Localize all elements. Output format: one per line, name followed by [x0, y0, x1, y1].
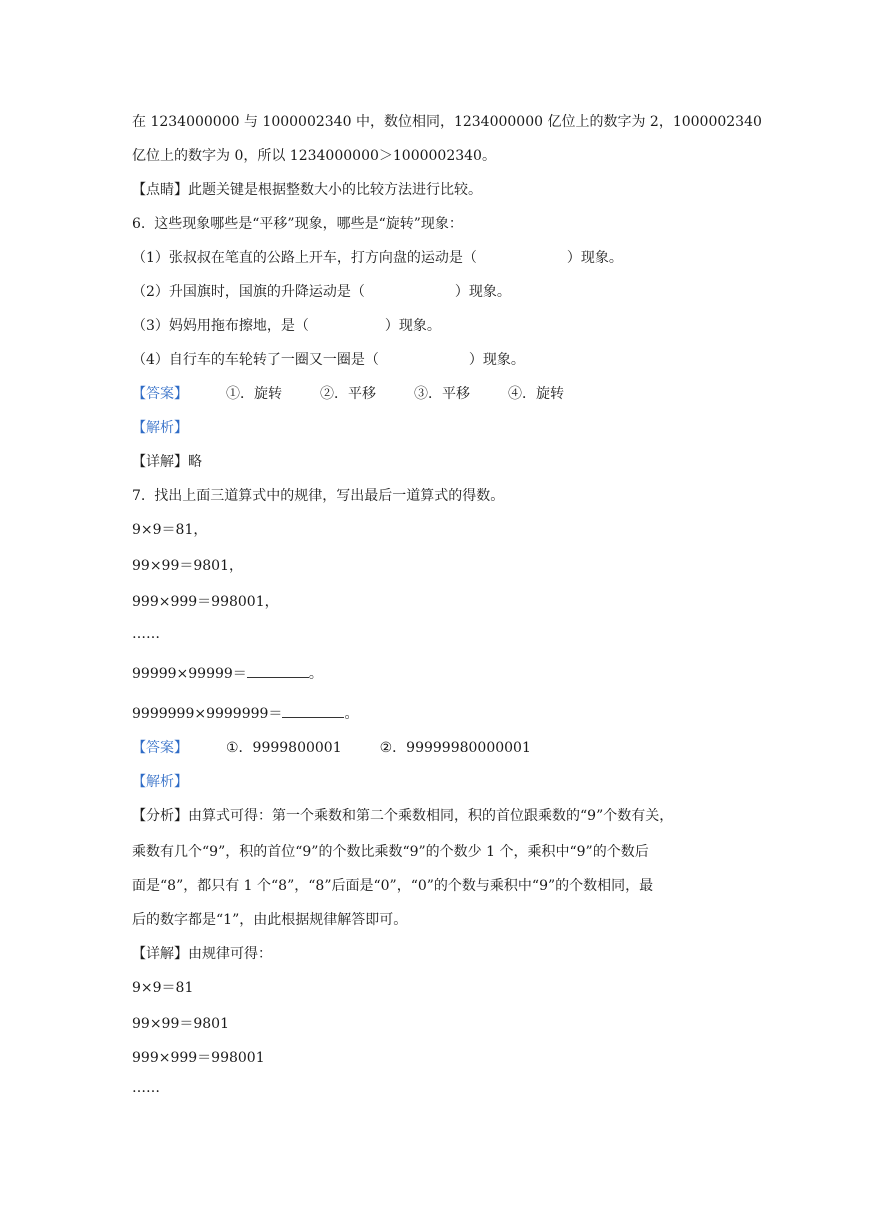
q7-eq-2: 99×99＝9801， — [132, 558, 243, 574]
q6-item-1-pre: （1）张叔叔在笔直的公路上开车，打方向盘的运动是（ — [132, 250, 477, 266]
q7-ask-2 — [132, 704, 358, 724]
q7-stem: 7. 找出上面三道算式中的规律，写出最后一道算式的得数。 — [132, 488, 505, 504]
detail-tag: 【详解】 — [132, 946, 188, 962]
q6-item-3 — [132, 316, 441, 336]
intro-line-1: 在 1234000000 与 1000002340 中，数位相同，1234000000 亿位上的数字为 2，1000002340 — [132, 114, 762, 130]
q6-item-4 — [132, 350, 525, 370]
q7-answer-2: ②．99999980000001 — [379, 740, 531, 756]
intro-line-2: 亿位上的数字为 0，所以 1234000000＞1000002340。 — [132, 148, 496, 164]
q7-ask-1 — [132, 664, 323, 684]
q7-detail — [132, 944, 272, 964]
q6-answer — [132, 384, 564, 404]
q6-item-1-post: ）现象。 — [566, 250, 623, 266]
q6-answer-1: ①．旋转 — [226, 386, 282, 402]
q6-item-2-pre: （2）升国旗时，国旗的升降运动是（ — [132, 284, 365, 300]
q6-item-2-post: ）现象。 — [454, 284, 511, 300]
q6-item-1 — [132, 248, 623, 268]
comment-text: 此题关键是根据整数大小的比较方法进行比较。 — [188, 182, 482, 198]
q6-stem: 6. 这些现象哪些是“平移”现象，哪些是“旋转”现象： — [132, 216, 463, 232]
q7-detail-eq-1: 9×9＝81 — [132, 980, 194, 996]
q7-ask-1-end: 。 — [308, 666, 323, 682]
q6-analysis — [132, 418, 188, 438]
answer-blank-line — [247, 665, 309, 678]
detail-text: 略 — [188, 454, 202, 470]
comment-tag: 【点睛】 — [132, 182, 188, 198]
q7-fenxi-line-4: 后的数字都是“1”，由此根据规律解答即可。 — [132, 912, 408, 928]
q6-answer-2: ②．平移 — [320, 386, 376, 402]
q6-detail — [132, 452, 202, 472]
detail-tag: 【详解】 — [132, 454, 188, 470]
q7-ask-2-expr: 9999999×9999999＝ — [132, 706, 283, 722]
q7-eq-1: 9×9＝81， — [132, 522, 208, 538]
q6-item-2 — [132, 282, 511, 302]
q7-detail-eq-2: 99×99＝9801 — [132, 1016, 229, 1032]
q7-ask-2-end: 。 — [344, 706, 359, 722]
q7-ask-1-expr: 99999×99999＝ — [132, 666, 247, 682]
q7-answer — [132, 738, 531, 758]
answer-tag: 【答案】 — [132, 740, 188, 756]
q7-eq-3: 999×999＝998001， — [132, 594, 279, 610]
q6-answer-4: ④．旋转 — [508, 386, 564, 402]
q7-fenxi-line-1 — [132, 806, 673, 826]
q7-answer-1: ①．9999800001 — [226, 740, 342, 756]
q6-answer-3: ③．平移 — [414, 386, 470, 402]
q6-item-4-pre: （4）自行车的车轮转了一圈又一圈是（ — [132, 352, 379, 368]
fenxi-text-1: 由算式可得：第一个乘数和第二个乘数相同，积的首位跟乘数的“9”个数有关， — [188, 808, 674, 824]
q5-comment — [132, 180, 482, 200]
q7-analysis — [132, 772, 188, 792]
q7-fenxi-line-2: 乘数有几个“9”，积的首位“9”的个数比乘数“9”的个数少 1 个，乘积中“9”的个数后 — [132, 844, 649, 860]
answer-blank-line — [282, 705, 344, 718]
q6-item-3-post: ）现象。 — [384, 318, 441, 334]
analysis-tag: 【解析】 — [132, 420, 188, 436]
fenxi-tag: 【分析】 — [132, 808, 188, 824]
q7-detail-ellipsis: …… — [132, 1080, 160, 1096]
detail-text: 由规律可得： — [188, 946, 272, 962]
q7-fenxi-line-3: 面是“8”，都只有 1 个“8”，“8”后面是“0”，“0”的个数与乘积中“9”的个数相同，最 — [132, 878, 654, 894]
q6-item-3-pre: （3）妈妈用拖布擦地，是（ — [132, 318, 309, 334]
answer-tag: 【答案】 — [132, 386, 188, 402]
q7-ellipsis: …… — [132, 626, 160, 642]
q7-detail-eq-3: 999×999＝998001 — [132, 1050, 265, 1066]
q6-item-4-post: ）现象。 — [468, 352, 525, 368]
analysis-tag: 【解析】 — [132, 774, 188, 790]
